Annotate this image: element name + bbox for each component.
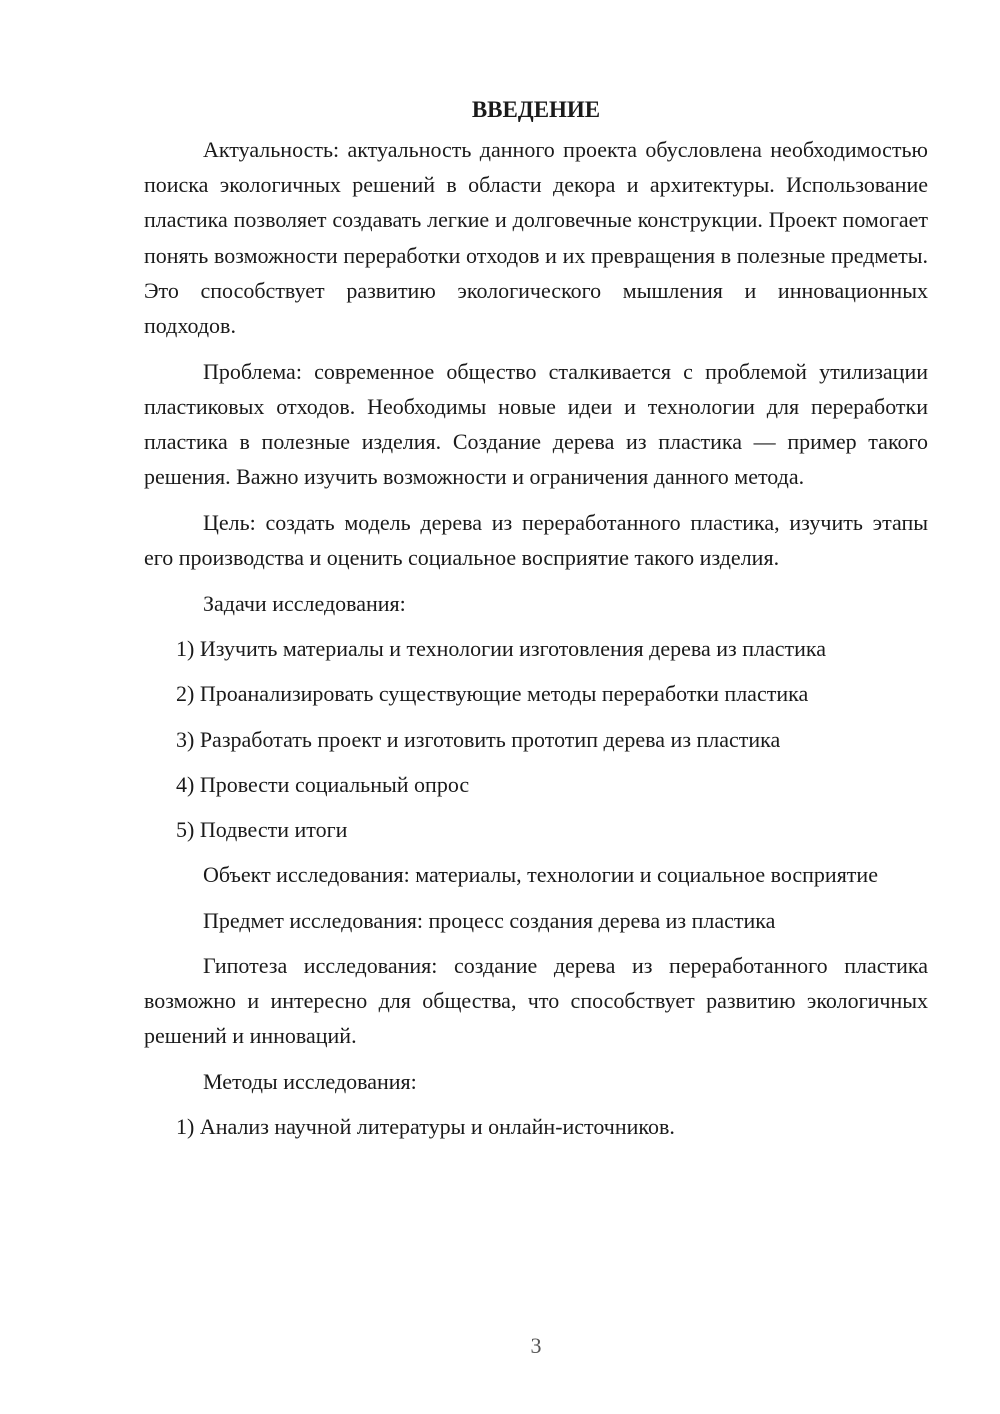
tasks-heading: Задачи исследования: bbox=[203, 590, 406, 616]
paragraph-subject: Предмет исследования: процесс создания дерева из пластика bbox=[203, 907, 776, 933]
list-item: 1) Изучить материалы и технологии изготовления дерева из пластика bbox=[176, 636, 826, 662]
list-item: 2) Проанализировать существующие методы переработки пластика bbox=[176, 681, 809, 707]
paragraph-goal: Цель: создать модель дерева из переработанного пластика, изучить этапы его производства и оценить социальное восприятие такого изделия. bbox=[144, 510, 928, 571]
tasks-list bbox=[144, 631, 928, 847]
paragraph-actuality: Актуальность: актуальность данного проекта обусловлена необходимостью поиска экологичных решений в области декора и архитектуры. Использование пластика позволяет создавать легкие и долговечные конструкции. Проект помогает понять возможности переработки отходов и их превращения в полезные предметы. Это способствует развитию экологического мышления и инновационных подходов. bbox=[144, 137, 928, 339]
list-item: 5) Подвести итоги bbox=[176, 816, 348, 842]
document-page bbox=[144, 92, 928, 1155]
list-item: 4) Провести социальный опрос bbox=[176, 771, 470, 797]
list-item: 3) Разработать проект и изготовить прототип дерева из пластика bbox=[176, 726, 781, 752]
methods-heading: Методы исследования: bbox=[203, 1069, 417, 1095]
page-title: ВВЕДЕНИЕ bbox=[471, 97, 601, 122]
paragraph-problem: Проблема: современное общество сталкивается с проблемой утилизации пластиковых отходов. Необходимы новые идеи и технологии для переработки пластика в полезные изделия. Создание дерева из пластика — пример такого решения. Важно изучить возможности и ограничения данного метода. bbox=[144, 358, 928, 490]
paragraph-hypothesis: Гипотеза исследования: создание дерева из переработанного пластика возможно и интересно для общества, что способствует развитию экологичных решений и инноваций. bbox=[144, 953, 928, 1049]
methods-list bbox=[144, 1109, 928, 1144]
list-item: 1) Анализ научной литературы и онлайн-источников. bbox=[176, 1114, 675, 1140]
page-number: 3 bbox=[530, 1333, 542, 1358]
paragraph-object: Объект исследования: материалы, технологии и социальное восприятие bbox=[203, 862, 878, 888]
